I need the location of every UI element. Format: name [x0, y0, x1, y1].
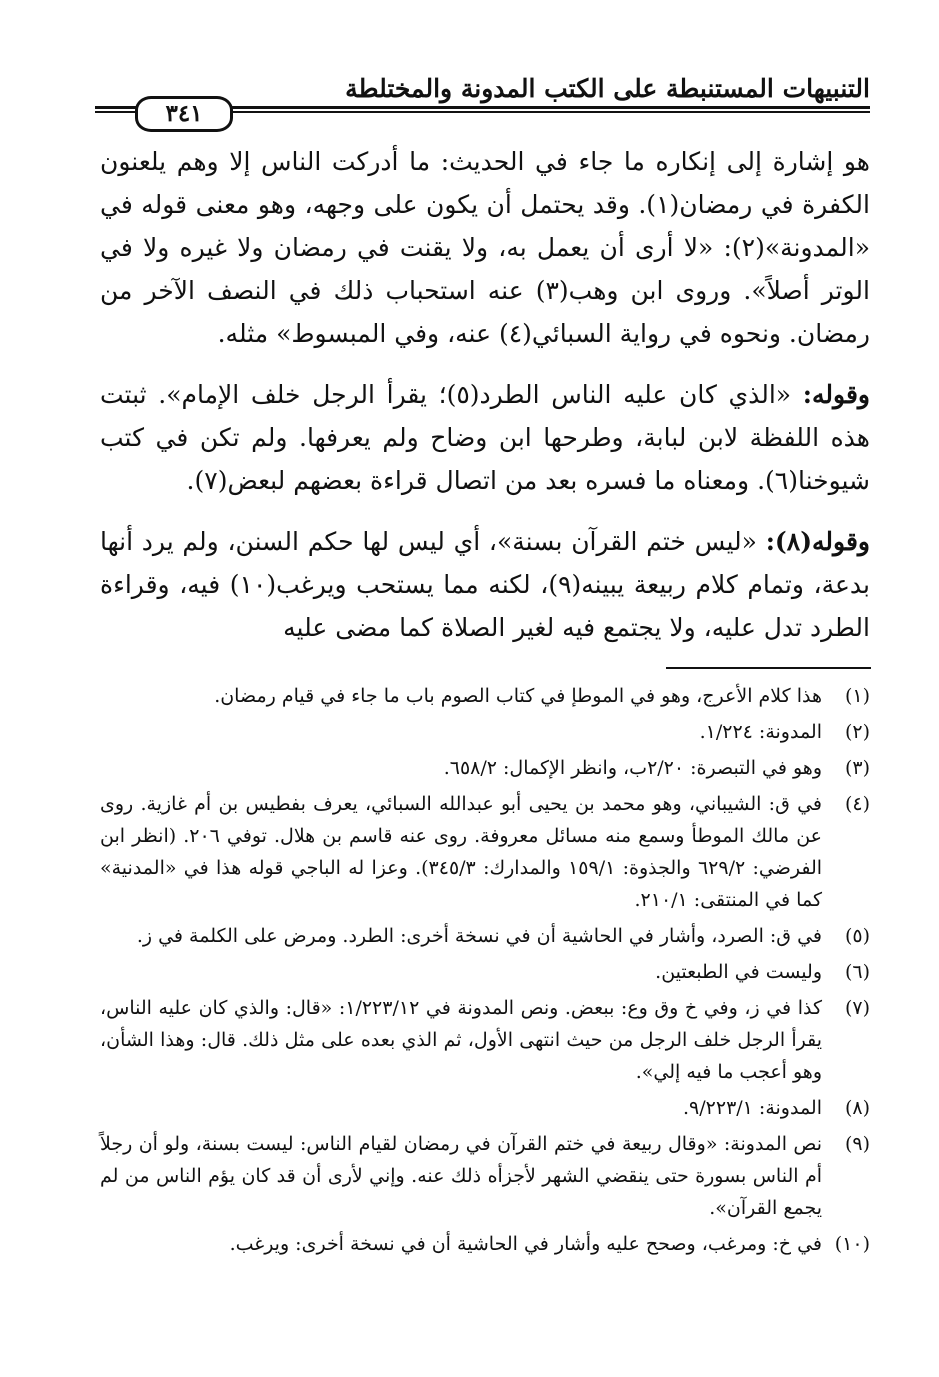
footnote-number: (٥) — [844, 925, 870, 947]
paragraph-3-text: «ليس ختم القرآن بسنة»، أي ليس لها حكم السنن، ولم يرد أنها بدعة، وتمام كلام ربيعة يبينه(٩)، لكنه مما يستحب ويرغب(١٠) فيه، وقراءة الطرد تدل عليه، ولا يجتمع فيه لغير الصلاة كما مضى عليه — [100, 527, 870, 642]
paragraph-1: هو إشارة إلى إنكاره ما جاء في الحديث: ما أدركت الناس إلا وهم يلعنون الكفرة في رمضان(١). وقد يحتمل أن يكون على وجهه، وهو معنى قوله في «المدونة»(٢): «لا أرى أن يعمل به، ولا يقنت في رمضان ولا غيره ولا في الوتر أصلاً». وروى ابن وهب(٣) عنه استحباب ذلك في النصف الآخر من رمضان. ونحوه في رواية السبائي(٤) عنه، وفي المبسوط» مثله. — [100, 147, 870, 348]
paragraph-2-text: «الذي كان عليه الناس الطرد(٥)؛ يقرأ الرجل خلف الإمام». ثبتت هذه اللفظة لابن لبابة، وطرحها ابن وضاح ولم يعرفها. ولم تكن في كتب شيوخنا(٦). ومعناه ما فسره بعد من اتصال قراءة بعضهم لبعض(٧). — [100, 380, 870, 495]
footnotes — [100, 680, 870, 1264]
footnote-text: وليست في الطبعتين. — [655, 961, 822, 983]
footnote — [100, 1228, 870, 1260]
paragraph-3 — [100, 520, 870, 649]
page-number: ٣٤١ — [135, 96, 233, 132]
footnote-number: (١) — [844, 685, 870, 707]
footnote-text: نص المدونة: «وقال ربيعة في ختم القرآن في رمضان لقيام الناس: ليست بسنة، ولو أن رجلاً أم الناس بسورة حتى ينقضي الشهر لأجزأه ذلك عنه. وإني لأرى أن قد كان يؤم الناس من لم يجمع القرآن». — [100, 1133, 822, 1219]
footnote — [100, 992, 870, 1088]
footnote-text: وهو في التبصرة: ٢/٢٠ب، وانظر الإكمال: ٦٥٨/٢. — [443, 757, 822, 779]
main-text — [100, 140, 870, 667]
footnote-separator — [666, 667, 871, 669]
footnote-number: (٩) — [844, 1133, 870, 1155]
running-title: التنبيهات المستنبطة على الكتب المدونة والمختلطة — [345, 74, 870, 103]
footnote-text: المدونة: ٩/٢٢٣/١. — [683, 1097, 822, 1119]
footnote-number: (٦) — [844, 961, 870, 983]
footnote — [100, 1092, 870, 1124]
footnote — [100, 956, 870, 988]
footnote-number: (٤) — [844, 793, 870, 815]
paragraph-2-lead: وقوله: — [802, 380, 870, 409]
footnote-text: هذا كلام الأعرج، وهو في الموطإ في كتاب الصوم باب ما جاء في قيام رمضان. — [214, 685, 822, 707]
footnote — [100, 920, 870, 952]
footnote-text: في خ: ومرغب، وصحح عليه وأشار في الحاشية أن في نسخة أخرى: ويرغب. — [229, 1233, 822, 1255]
paragraph-2 — [100, 373, 870, 502]
footnote-text: في ق: الصرد، وأشار في الحاشية أن في نسخة أخرى: الطرد. ومرض على الكلمة في ز. — [136, 925, 822, 947]
footnote-text: كذا في ز، وفي خ وق وع: ببعض. ونص المدونة في ١/٢٢٣/١٢: «قال: والذي كان عليه الناس، يقرأ الرجل خلف الرجل من حيث انتهى الأول، ثم الذي بعده على مثل ذلك. قال: وهذا الشأن، وهو أعجب ما فيه إلي». — [100, 997, 822, 1083]
paragraph-3-lead: وقوله(٨): — [765, 527, 870, 556]
footnote — [100, 1128, 870, 1224]
footnote — [100, 788, 870, 916]
footnote — [100, 752, 870, 784]
footnote — [100, 716, 870, 748]
footnote — [100, 680, 870, 712]
footnote-number: (٨) — [844, 1097, 870, 1119]
footnote-text: في ق: الشيباني، وهو محمد بن يحيى أبو عبدالله السبائي، يعرف بفطيس بن أم غازية. روى عن مالك الموطأ وسمع منه مسائل معروفة. روى عنه قاسم بن هلال. توفي ٢٠٦. (انظر ابن الفرضي: ٦٢٩/٢ والجذوة: ١٥٩/١ والمدارك: ٣٤٥/٣). وعزا له الباجي قوله هذا في «المدنية» كما في المنتقى: ٢١٠/١. — [100, 793, 823, 911]
page-header — [95, 70, 870, 130]
footnote-number: (٢) — [844, 721, 870, 743]
footnote-number: (١٠) — [834, 1233, 870, 1255]
footnote-number: (٧) — [844, 997, 870, 1019]
footnote-number: (٣) — [844, 757, 870, 779]
footnote-text: المدونة: ١/٢٢٤. — [699, 721, 822, 743]
